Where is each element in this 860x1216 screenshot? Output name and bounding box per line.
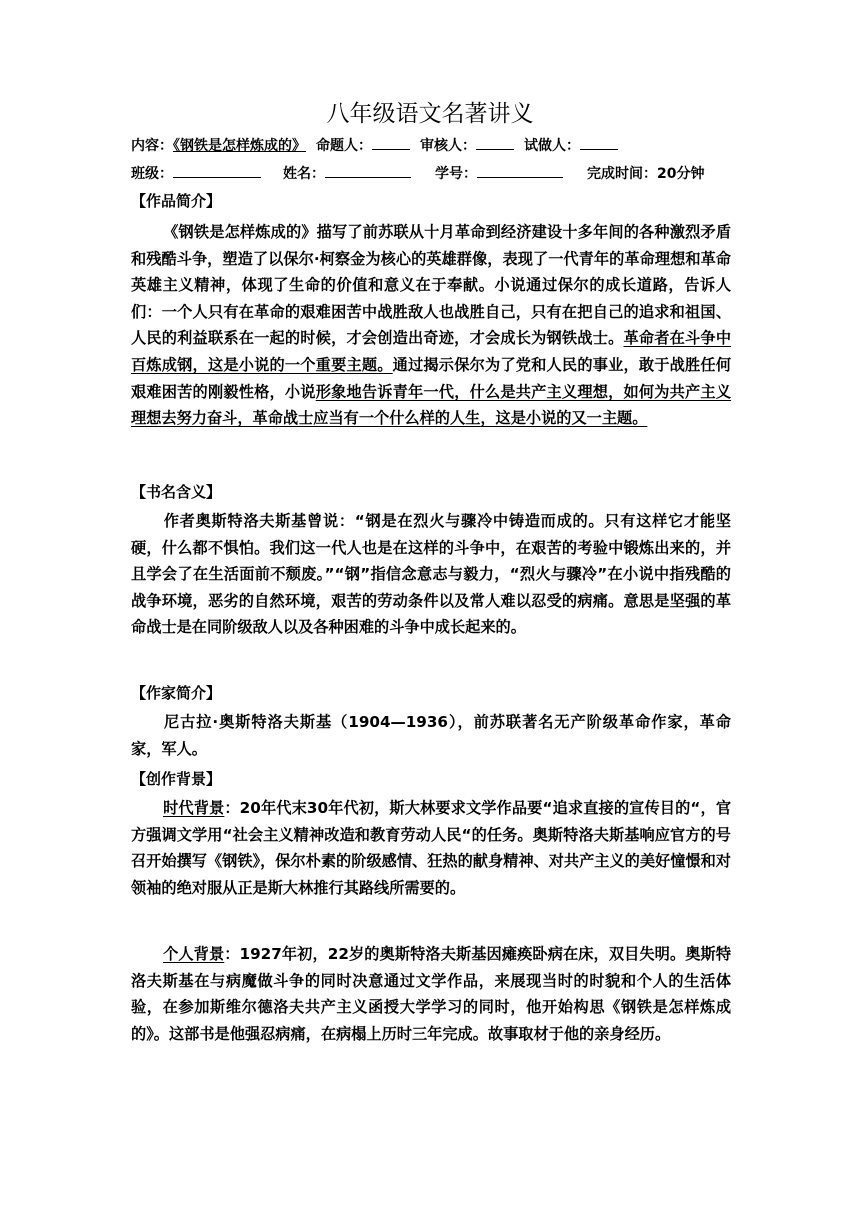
author-text: 尼古拉·奥斯特洛夫斯基（1904—1936），前苏联著名无产阶级革命作家，革命家，军人。 (131, 713, 731, 758)
time-label: 完成时间：20分钟 (587, 166, 705, 182)
class-blank (173, 163, 261, 178)
page-title: 八年级语文名著讲义 (326, 101, 534, 127)
setter-label: 命题人： (316, 138, 372, 154)
era-background-text: ：20年代末30年代初，斯大林要求文学作品要“追求直接的宣传目的“，官方强调文学用“社会主义精神改造和教育劳动人民“的任务。奥斯特洛夫斯基响应官方的号召开始撰写《钢铁》，保尔朴素的阶级感情、狂热的献身精神、对共产主义的美好憧憬和对领袖的绝对服从正是斯大林推行其路线所需要的。 (131, 799, 732, 897)
intro-text-2: 通过揭示保尔为了党和人民的事业，敢于战胜任何艰难困苦的刚毅性格，小说 (131, 355, 732, 401)
tester-label: 试做人： (524, 138, 580, 154)
class-label: 班级： (131, 166, 173, 182)
era-background-label: 时代背景 (163, 799, 225, 817)
personal-background-text: ：1927年初，22岁的奥斯特洛夫斯基因瘫痪卧病在床，双目失明。奥斯特洛夫斯基在与病魔做斗争的同时决意通过文学作品，来展现当时的时貌和个人的生活体验，在参加斯维尔德洛夫共产主义函授大学学习的同时，他开始构思《钢铁是怎样炼成的》。这部书是他强忍病痛，在病榻上历时三年完成。故事取材于他的亲身经历。 (131, 945, 732, 1043)
id-blank (477, 163, 563, 178)
name-blank (325, 163, 411, 178)
personal-background-paragraph (131, 941, 731, 1047)
intro-paragraph (131, 219, 731, 432)
reviewer-blank (476, 135, 514, 150)
id-label: 学号： (435, 166, 477, 182)
meta-row-1 (131, 135, 622, 157)
meaning-heading: 【书名含义】 (131, 483, 222, 501)
reviewer-label: 审核人： (420, 138, 476, 154)
intro-text-1: 《钢铁是怎样炼成的》描写了前苏联从十月革命到经济建设十多年间的各种激烈矛盾和残酷斗争，塑造了以保尔·柯察金为核心的英雄群像，表现了一代青年的革命理想和革命英雄主义精神，体现了生命的价值和意义在于奉献。小说通过保尔的成长道路，告诉人们：一个人只有在革命的艰难困苦中战胜敌人也战胜自己，只有在把自己的追求和祖国、人民的利益联系在一起的时候，才会创造出奇迹，才会成长为钢铁战士。 (131, 223, 731, 348)
intro-highlight-1: 革命者在斗争中百炼成钢，这是小说的一个重要主题。 (131, 329, 732, 374)
personal-background-label: 个人背景 (163, 945, 225, 963)
meaning-text: 作者奥斯特洛夫斯基曾说：“钢是在烈火与骤冷中铸造而成的。只有这样它才能坚硬，什么都不惧怕。我们这一代人也是在这样的斗争中，在艰苦的考验中锻炼出来的，并且学会了在生活面前不颓废。”“钢”指信念意志与毅力，“烈火与骤冷”在小说中指残酷的战争环境，恶劣的自然环境，艰苦的劳动条件以及常人难以忍受的病痛。意思是坚强的革命战士是在同阶级敌人以及各种困难的斗争中成长起来的。 (131, 512, 731, 637)
intro-highlight-2: 形象地告诉青年一代，什么是共产主义理想，如何为共产主义理想去努力奋斗，革命战士应当有一个什么样的人生，这是小说的又一主题。 (131, 382, 732, 428)
background-heading: 【创作背景】 (131, 770, 222, 788)
name-label: 姓名： (283, 166, 325, 182)
meta-row-2 (131, 163, 704, 185)
author-paragraph (131, 709, 731, 762)
setter-blank (372, 135, 410, 150)
era-background-paragraph (131, 795, 731, 901)
tester-blank (580, 135, 618, 150)
author-heading: 【作家简介】 (131, 684, 222, 702)
content-value: 《钢铁是怎样炼成的》 (173, 138, 306, 154)
meaning-paragraph (131, 508, 731, 641)
content-label: 内容： (131, 138, 173, 154)
intro-heading: 【作品简介】 (131, 192, 222, 210)
